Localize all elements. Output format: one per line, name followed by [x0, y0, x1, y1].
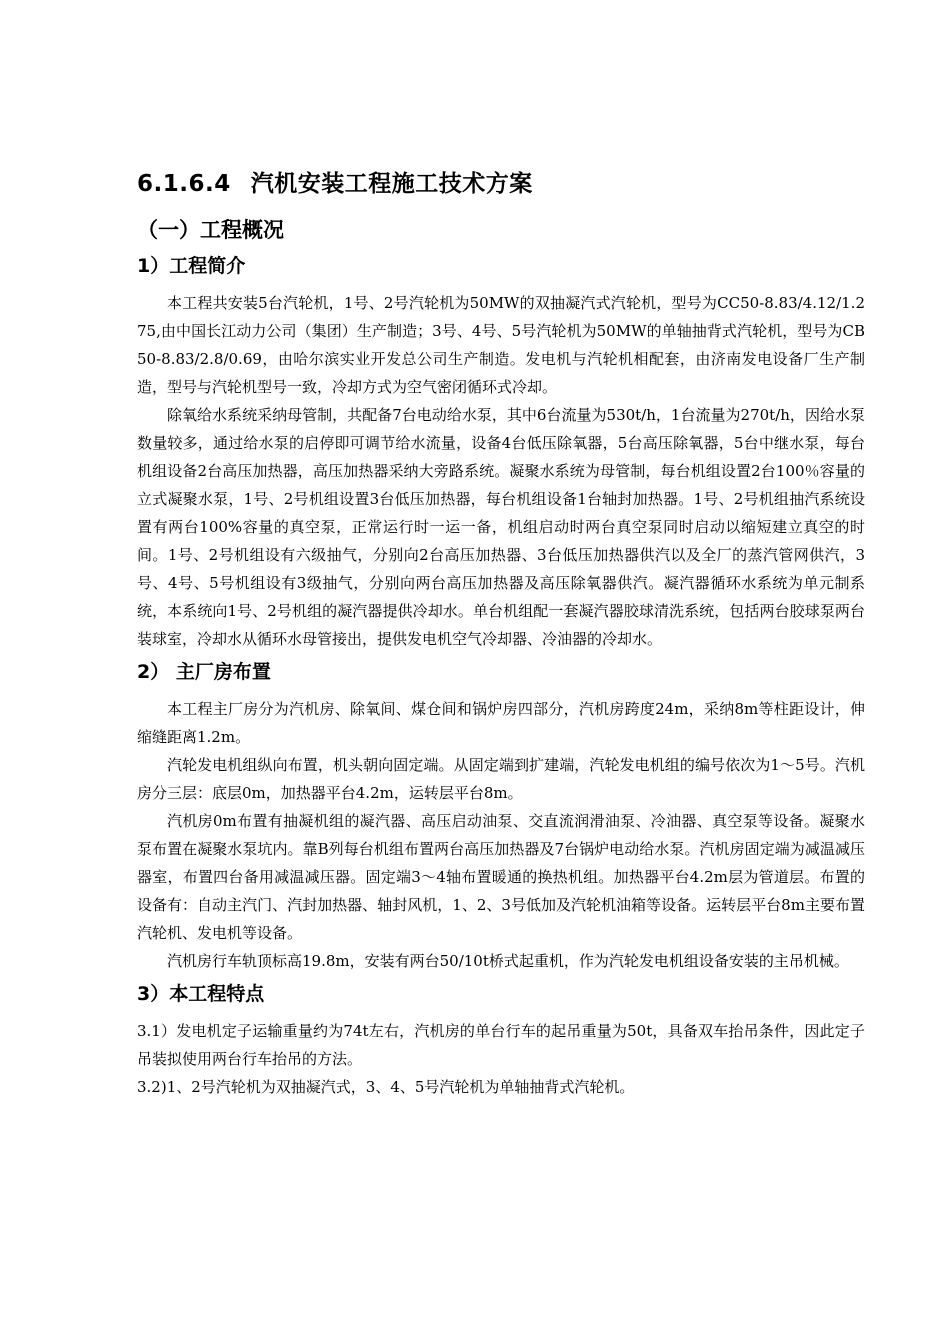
subsection-project-features — [137, 979, 865, 1101]
paragraph: 本工程共安装5台汽轮机，1号、2号汽轮机为50MW的双抽凝汽式汽轮机，型号为CC50-8.83/4.12/1.275,由中国长江动力公司（集团）生产制造；3号、4号、5号汽轮机为50MW的单轴抽背式汽轮机，型号为CB50-8.83/2.8/0.69，由哈尔滨实业开发总公司生产制造。发电机与汽轮机相配套，由济南发电设备厂生产制造，型号与汽轮机型号一致，冷却方式为空气密闭循环式冷却。 — [137, 294, 865, 396]
subsection-heading: 2） 主厂房布置 — [137, 661, 271, 683]
subsection-overview — [137, 251, 865, 653]
subsection-heading: 1）工程简介 — [137, 255, 246, 277]
section-title — [137, 166, 865, 202]
paragraph: 3.1）发电机定子运输重量约为74t左右，汽机房的单台行车的起吊重量为50t，具备双车抬吊条件，因此定子吊装拟使用两台行车抬吊的方法。 — [137, 1022, 865, 1068]
paragraph: 除氧给水系统采纳母管制，共配备7台电动给水泵，其中6台流量为530t/h，1台流量为270t/h，因给水泵数量较多，通过给水泵的启停即可调节给水流量，设备4台低压除氧器，5台高压除氧器，5台中继水泵，每台机组设备2台高压加热器，高压加热器采纳大旁路系统。凝聚水系统为母管制，每台机组设置2台100％容量的立式凝聚水泵，1号、2号机组设置3台低压加热器，每台机组设备1台轴封加热器。1号、2号机组抽汽系统设置有两台100%容量的真空泵，正常运行时一运一备，机组启动时两台真空泵同时启动以缩短建立真空的时间。1号、2号机组设有六级抽气，分别向2台高压加热器、3台低压加热器供汽以及全厂的蒸汽管网供汽，3号、4号、5号机组设有3级抽气，分别向两台高压加热器及高压除氧器供汽。凝汽器循环水系统为单元制系统，本系统向1号、2号机组的凝汽器提供冷却水。单台机组配一套凝汽器胶球清洗系统，包括两台胶球泵两台装球室，冷却水从循环水母管接出，提供发电机空气冷却器、冷油器的冷却水。 — [137, 406, 865, 648]
paragraph: 汽机房行车轨顶标高19.8m，安装有两台50/10t桥式起重机，作为汽轮发电机组设备安装的主吊机械。 — [167, 952, 849, 970]
chapter-heading: （一）工程概况 — [137, 218, 284, 242]
document-content — [137, 166, 865, 1103]
section-title-text: 汽机安装工程施工技术方案 — [250, 171, 533, 197]
section-number: 6.1.6.4 — [137, 171, 231, 197]
subsection-heading: 3）本工程特点 — [137, 983, 265, 1005]
paragraph: 3.2)1、2号汽轮机为双抽凝汽式，3、4、5号汽轮机为单轴抽背式汽轮机。 — [137, 1078, 635, 1096]
paragraph: 汽轮发电机组纵向布置，机头朝向固定端。从固定端到扩建端，汽轮发电机组的编号依次为1～5号。汽机房分三层：底层0m，加热器平台4.2m，运转层平台8m。 — [137, 756, 865, 802]
paragraph: 本工程主厂房分为汽机房、除氧间、煤仓间和锅炉房四部分，汽机房跨度24m，采纳8m等柱距设计，伸缩缝距离1.2m。 — [137, 700, 865, 746]
subsection-main-building-layout — [137, 657, 865, 975]
paragraph: 汽机房0m布置有抽凝机组的凝汽器、高压启动油泵、交直流润滑油泵、冷油器、真空泵等设备。凝聚水泵布置在凝聚水泵坑内。靠B列每台机组布置两台高压加热器及7台锅炉电动给水泵。汽机房固定端为减温减压器室，布置四台备用减温减压器。固定端3～4轴布置暖通的换热机组。加热器平台4.2m层为管道层。布置的设备有：自动主汽门、汽封加热器、轴封风机，1、2、3号低加及汽轮机油箱等设备。运转层平台8m主要布置汽轮机、发电机等设备。 — [137, 812, 865, 942]
